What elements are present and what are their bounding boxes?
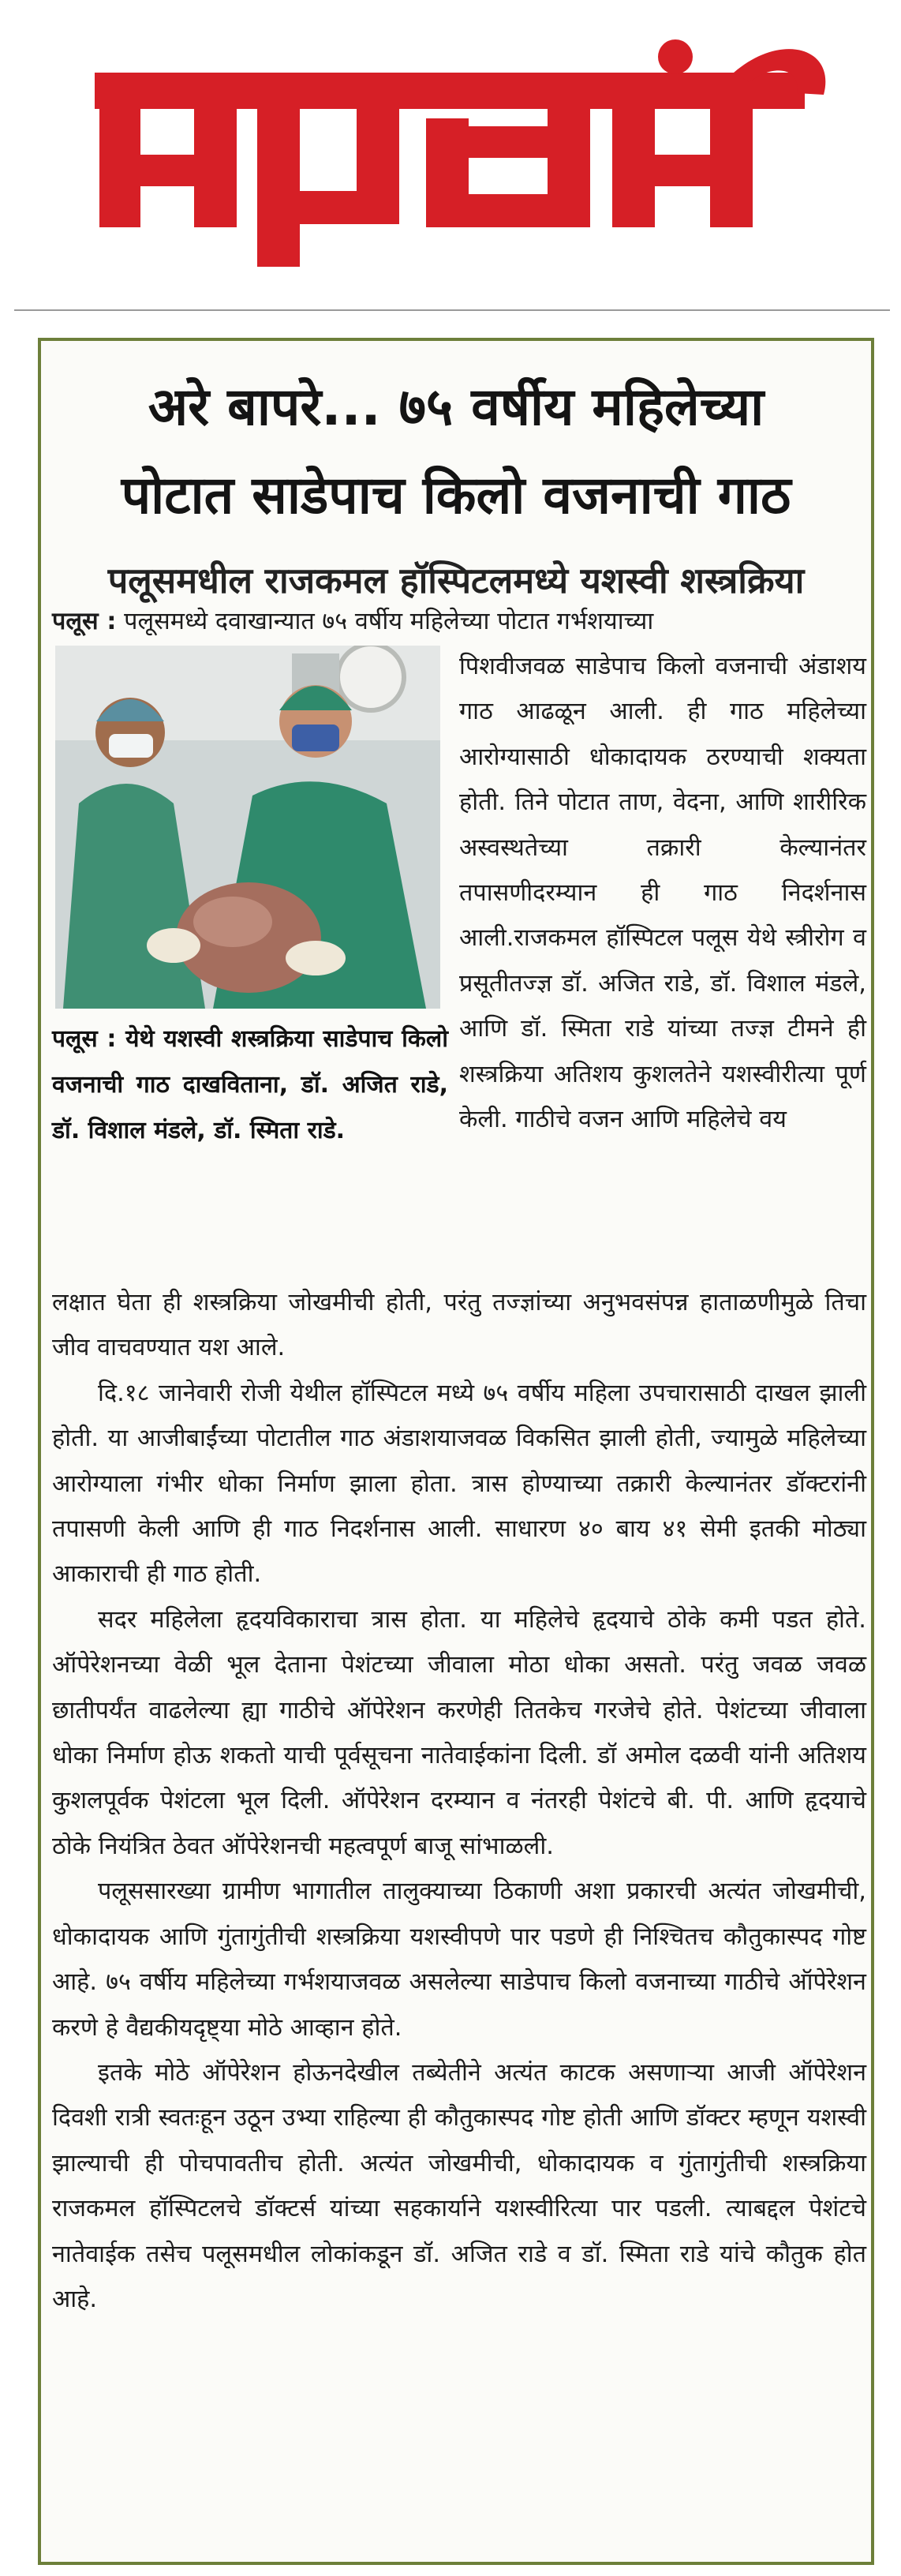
- article-frame: [38, 338, 874, 2565]
- headline-line-2: पोटात साडेपाच किलो वजनाची गाठ: [121, 465, 791, 526]
- surgeons-photo: [55, 646, 440, 1009]
- lead-column-text: पिशवीजवळ साडेपाच किलो वजनाची अंडाशय गाठ आढळून आली. ही गाठ महिलेच्या आरोग्यासाठी धोकादायक ठरण्याची शक्यता होती. तिने पोटात ताण, वेदना, आणि शारीरिक अस्वस्थतेच्या तक्रारी केल्यानंतर तपासणीदरम्यान ही गाठ निदर्शनास आली.राजकमल हॉस्पिटल पलूस येथे स्त्रीरोग व प्रसूतीतज्ज्ञ डॉ. अजित राडे, डॉ. विशाल मंडले, आणि डॉ. स्मिता राडे यांच्या तज्ज्ञ टीमने ही शस्त्रक्रिया अतिशय कुशलतेने यशस्वीरीत्या पूर्ण केली. गाठीचे वजन आणि महिलेचे वय: [459, 653, 866, 1134]
- body-paragraph: पलूससारख्या ग्रामीण भागातील तालुक्याच्या ठिकाणी अशा प्रकारची अत्यंत जोखमीची, धोकादायक आणि गुंतागुंतीची शस्त्रक्रिया यशस्वीपणे पार पडणे ही निश्चितच कौतुकास्पद गोष्ट आहे. ७५ वर्षीय महिलेच्या गर्भशयाजवळ असलेल्या साडेपाच किलो वजनाच्या गाठीचे ऑपेरेशन करणे हे वैद्यकीयदृष्ट्या मोठे आव्हान होते.: [52, 1878, 866, 2042]
- headline-line-1: अरे बापरे... ७५ वर्षीय महिलेच्या: [148, 376, 765, 437]
- body-paragraph: इतके मोठे ऑपेरेशन होऊनदेखील तब्येतीने अत्यंत काटक असणाऱ्या आजी ऑपेरेशन दिवशी रात्री स्वतःहून उठून उभ्या राहिल्या ही कौतुकास्पद गोष्ट होती आणि डॉक्टर म्हणून यशस्वी झाल्याची ही पोचपावतीच होती. अत्यंत जोखमीची, धोकादायक व गुंतागुंतीची शस्त्रक्रिया राजकमल हॉस्पिटलचे डॉक्टर्स यांच्या सहकार्याने यशस्वीरित्या पार पडली. त्याबद्दल पेशंटचे नातेवाईक तसेच पलूसमधील लोकांकडून डॉ. अजित राडे व डॉ. स्मिता राडे यांचे कौतुक होत आहे.: [52, 2058, 866, 2313]
- dateline: पलूस :: [52, 608, 117, 635]
- headline: [44, 363, 868, 540]
- masthead-logo: [0, 0, 901, 300]
- body-paragraph: सदर महिलेला हृदयविकाराचा त्रास होता. या महिलेचे हृदयाचे ठोके कमी पडत होते. ऑपेरेशनच्या वेळी भूल देताना पेशंटच्या जीवाला मोठा धोका असतो. परंतु जवळ जवळ छातीपर्यंत वाढलेल्या ह्या गाठीचे ऑपेरेशन करणेही तितकेच गरजेचे होते. पेशंटच्या जीवाला धोका निर्माण होऊ शकतो याची पूर्वसूचना नातेवाईकांना दिली. डॉ अमोल दळवी यांनी अतिशय कुशलपूर्वक पेशंटला भूल दिली. ऑपेरेशन दरम्यान व नंतरही पेशंटचे बी. पी. आणि हृदयाचे ठोके नियंत्रित ठेवत ऑपेरेशनची महत्वपूर्ण बाजू सांभाळली.: [52, 1605, 866, 1860]
- subheadline: पलूसमधील राजकमल हॉस्पिटलमध्ये यशस्वी शस्त्रक्रिया: [107, 560, 805, 601]
- masthead-divider: [14, 309, 890, 311]
- article-body: [52, 1280, 866, 2322]
- surgeons-photo-illustration: [55, 646, 440, 1009]
- body-paragraph: दि.१८ जानेवारी रोजी येथील हॉस्पिटल मध्ये ७५ वर्षीय महिला उपचारासाठी दाखल झाली होती. या आजीबाईंच्या पोटातील गाठ अंडाशयाजवळ विकसित झाली होती, ज्यामुळे महिलेच्या आरोग्याला गंभीर धोका निर्माण झाला होता. त्रास होण्याच्या तक्रारी केल्यानंतर डॉक्टरांनी तपासणी केली आणि ही गाठ निदर्शनास आली. साधारण ४० बाय ४१ सेमी इतकी मोठ्या आकाराची ही गाठ होती.: [52, 1379, 866, 1589]
- lead-first-line: [52, 599, 866, 644]
- masthead: [0, 0, 901, 300]
- lead-first-line-text: पलूसमध्ये दवाखान्यात ७५ वर्षीय महिलेच्या पोटात गर्भशयाच्या: [124, 608, 654, 635]
- photo-caption: पलूस : येथे यशस्वी शस्त्रक्रिया साडेपाच किलो वजनाची गाठ दाखविताना, डॉ. अजित राडे, डॉ. विशाल मंडले, डॉ. स्मिता राडे.: [52, 1025, 448, 1144]
- lead-continued: लक्षात घेता ही शस्त्रक्रिया जोखमीची होती, परंतु तज्ज्ञांच्या अनुभवसंपन्न हाताळणीमुळे तिचा जीव वाचवण्यात यश आले.: [52, 1289, 866, 1362]
